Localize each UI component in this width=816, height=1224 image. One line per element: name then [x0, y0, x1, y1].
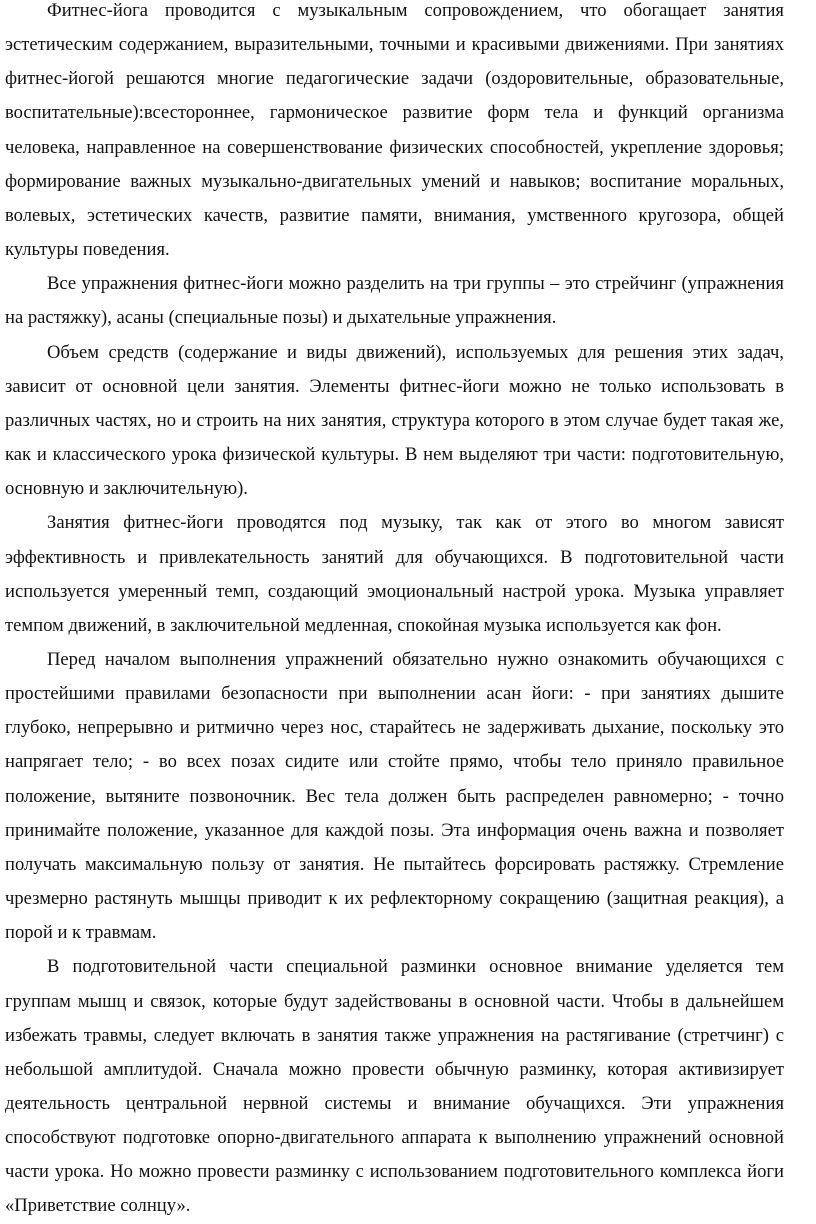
- paragraph-music-tempo: Занятия фитнес-йоги проводятся под музыку, так как от этого во многом зависят эффективность и привлекательность занятий для обучающихся. В подготовительной части используется умеренный темп, создающий эмоциональный настрой урока. Музыка управляет темпом движений, в заключительной медленная, спокойная музыка используется как фон.: [5, 512, 784, 636]
- paragraph-lesson-structure: Объем средств (содержание и виды движений), используемых для решения этих задач, зависит от основной цели занятия. Элементы фитнес-йоги можно не только использовать в различных частях, но и строить на них занятия, структура которого в этом случае будет такая же, как и классического урока физической культуры. В нем выделяют три части: подготовительную, основную и заключительную).: [5, 341, 784, 500]
- paragraph-warm-up: В подготовительной части специальной разминки основное внимание уделяется тем группам мышц и связок, которые будут задействованы в основной части. Чтобы в дальнейшем избежать травмы, следует включать в занятия также упражнения на растягивание (стретчинг) с небольшой амплитудой. Сначала можно провести обычную разминку, которая активизирует деятельность центральной нервной системы и внимание обучащихся. Эти упражнения способствуют подготовке опорно-двигательного аппарата к выполнению упражнений основной части урока. Но можно провести разминку с использованием подготовительного комплекса йоги «Приветствие солнцу».: [5, 956, 784, 1217]
- paragraph-safety-rules: Перед началом выполнения упражнений обязательно нужно ознакомить обучающихся с простейшими правилами безопасности при выполнении асан йоги: - при занятиях дышите глубоко, непрерывно и ритмично через нос, старайтесь не задерживать дыхание, поскольку это напрягает тело; - во всех позах сидите или стойте прямо, чтобы тело приняло правильное положение, вытяните позвоночник. Вес тела должен быть распределен равномерно; - точно принимайте положение, указанное для каждой позы. Эта информация очень важна и позволяет получать максимальную пользу от занятия. Не пытайтесь форсировать растяжку. Стремление чрезмерно растянуть мышцы приводит к их рефлекторному сокращению (защитная реакция), а порой и к травмам.: [5, 648, 784, 944]
- paragraph-exercise-groups: Все упражнения фитнес-йоги можно разделить на три группы – это стрейчинг (упражнения на растяжку), асаны (специальные позы) и дыхательные упражнения.: [5, 273, 784, 329]
- paragraph-fitness-yoga-intro: Фитнес-йога проводится с музыкальным сопровождением, что обогащает занятия эстетическим содержанием, выразительными, точными и красивыми движениями. При занятиях фитнес-йогой решаются многие педагогические задачи (оздоровительные, образовательные, воспитательные):всестороннее, гармоническое развитие форм тела и функций организма человека, направленное на совершенствование физических способностей, укрепление здоровья; формирование важных музыкально-двигательных умений и навыков; воспитание моральных, волевых, эстетических качеств, развитие памяти, внимания, умственного кругозора, общей культуры поведения.: [5, 0, 784, 261]
